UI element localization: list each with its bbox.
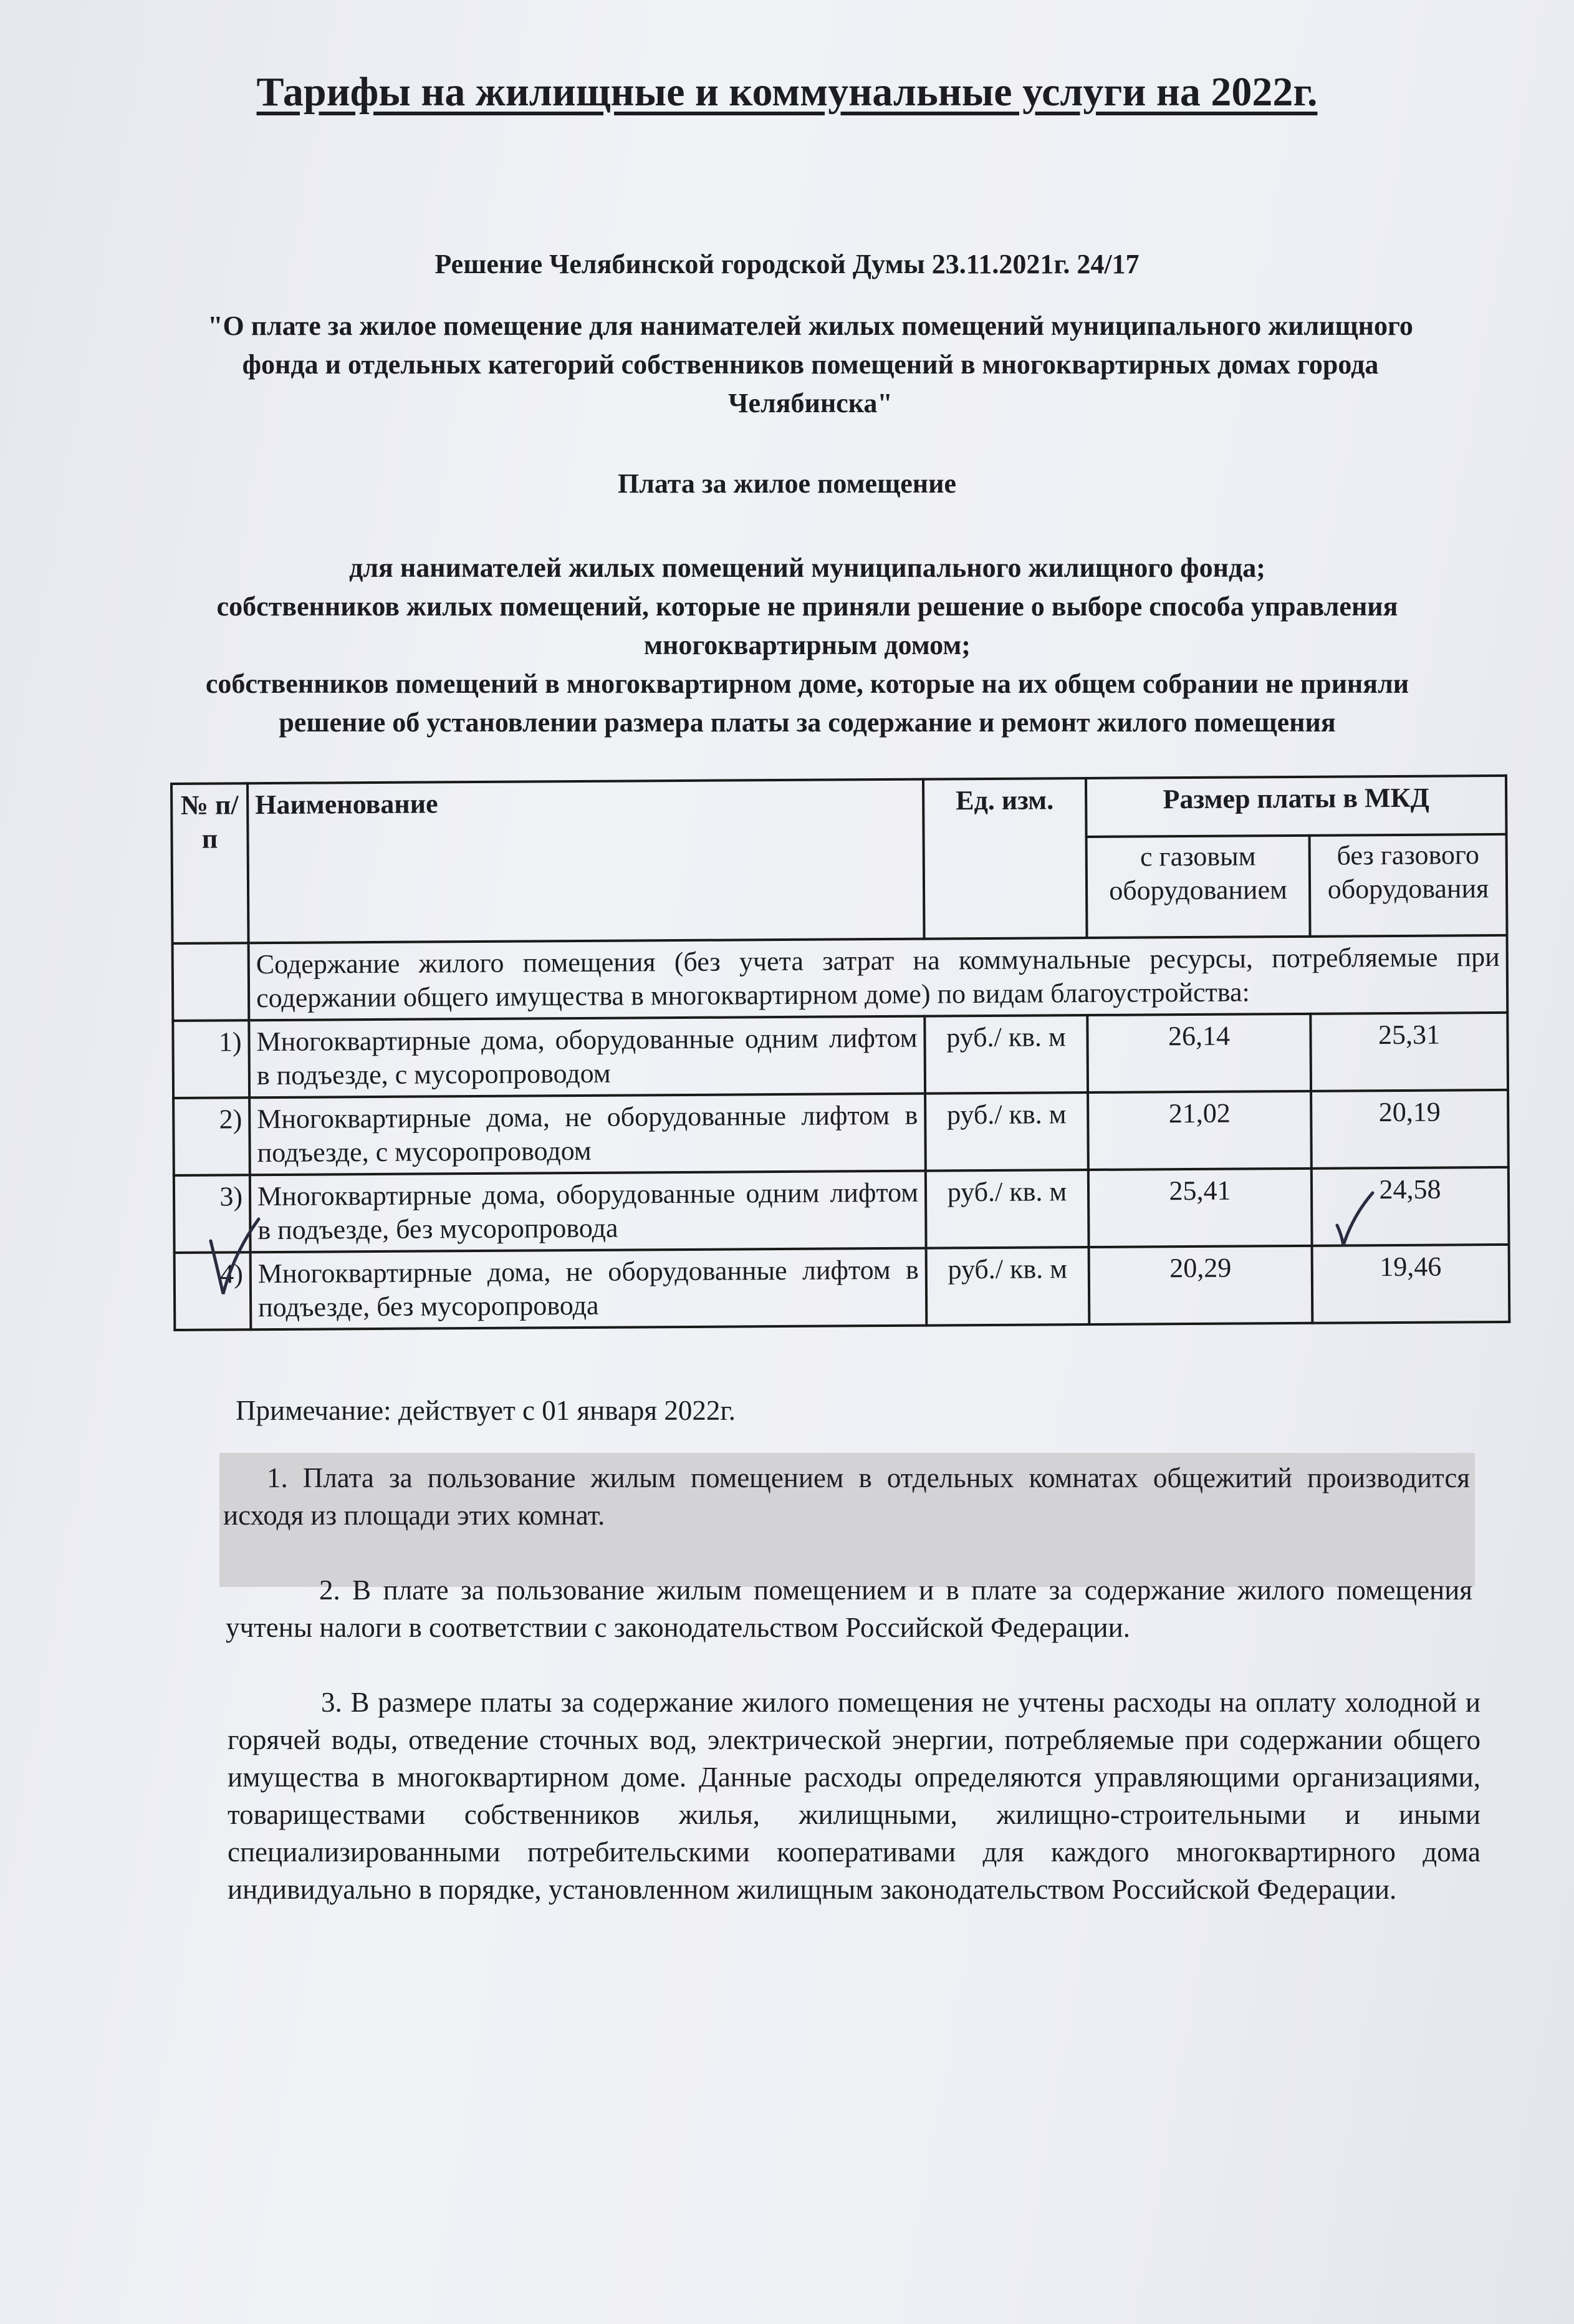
row-unit: руб./ кв. м — [924, 1015, 1088, 1094]
row-unit: руб./ кв. м — [926, 1170, 1089, 1248]
header-group: Размер платы в МКД — [1086, 776, 1507, 837]
decision-reference: Решение Челябинской городской Думы 23.11.2021г. 24/17 — [434, 249, 1140, 279]
header-name: Наименование — [247, 779, 924, 943]
row-without-gas: 19,46 — [1312, 1245, 1510, 1323]
applies-to-item: собственников жилых помещений, которые не приняли решение о выборе способа управления многоквартирным домом; — [216, 591, 1398, 660]
decision-title: "О плате за жилое помещение для нанимателей жилых помещений муниципального жилищного фонда и отдельных категорий собственников помещений в многоквартирных домах города Челябинска" — [208, 311, 1413, 418]
row-num: 4) — [175, 1252, 251, 1330]
header-without-gas: без газового оборудования — [1310, 834, 1507, 937]
table-row — [174, 1167, 1509, 1253]
paragraph-2: 2. В плате за пользование жилым помещением и в плате за содержание жилого помещения учтены налоги в соответствии с законодательством Российской Федерации. — [226, 1574, 1472, 1643]
row-unit: руб./ кв. м — [925, 1092, 1088, 1171]
document-title: Тарифы на жилищные и коммунальные услуги на 2022г. — [256, 69, 1318, 115]
handwritten-checkmark-icon — [1334, 1188, 1378, 1250]
row-name: Многоквартирные дома, оборудованные одним лифтом в подъезде, с мусоропроводом — [249, 1016, 925, 1098]
note: Примечание: действует с 01 января 2022г. — [236, 1395, 736, 1426]
row-num: 2) — [173, 1097, 250, 1175]
table-row — [175, 1245, 1510, 1330]
handwritten-checkmark-icon — [206, 1216, 262, 1297]
row-with-gas: 21,02 — [1088, 1091, 1312, 1170]
row-without-gas: 24,58 — [1312, 1167, 1509, 1246]
row-with-gas: 20,29 — [1089, 1246, 1313, 1324]
header-unit: Ед. изм. — [923, 778, 1087, 939]
row-num: 3) — [174, 1175, 251, 1253]
section-row-num — [173, 943, 249, 1021]
table-row — [173, 1090, 1509, 1175]
row-name: Многоквартирные дома, не оборудованные лифтом в подъезде, с мусоропроводом — [249, 1094, 926, 1175]
row-unit: руб./ кв. м — [926, 1247, 1090, 1326]
tariff-table — [170, 774, 1510, 1331]
row-with-gas: 26,14 — [1087, 1014, 1311, 1092]
applies-to-item: собственников помещений в многоквартирном доме, которые на их общем собрании не приняли решение об установлении размера платы за содержание и ремонт жилого помещения — [205, 668, 1409, 738]
row-name: Многоквартирные дома, не оборудованные лифтом в подъезде, без мусоропровода — [251, 1248, 927, 1330]
applies-to — [187, 549, 1428, 742]
row-with-gas: 25,41 — [1088, 1169, 1312, 1247]
header-num: № п/п — [171, 783, 249, 943]
paragraph-1: 1. Плата за пользование жилым помещением в отдельных комнатах общежитий производится исходя из площади этих комнат. — [223, 1462, 1470, 1531]
applies-to-item: для нанимателей жилых помещений муниципального жилищного фонда; — [349, 552, 1265, 583]
section-title: Плата за жилое помещение — [618, 468, 956, 499]
paragraph-3: 3. В размере платы за содержание жилого помещения не учтены расходы на оплату холодной и горячей воды, отведение сточных вод, электрической энергии, потребляемые при содержании общего имущества в многоквартирном доме. Данные расходы определяются управляющими организациями, товариществами собственников жилья, жилищными, жилищно-строительными и иными специализированными потребительскими кооперативами для каждого многоквартирного дома индивидуально в порядке, установленном жилищным законодательством Российской Федерации. — [228, 1687, 1480, 1905]
row-name: Многоквартирные дома, оборудованные одним лифтом в подъезде, без мусоропровода — [250, 1171, 926, 1253]
row-without-gas: 20,19 — [1311, 1090, 1509, 1169]
section-row: Содержание жилого помещения (без учета затрат на коммунальные ресурсы, потребляемые при содержании общего имущества в многоквартирном доме) по видам благоустройства: — [249, 935, 1508, 1020]
header-with-gas: с газовым оборудованием — [1087, 836, 1310, 938]
row-without-gas: 25,31 — [1310, 1013, 1508, 1091]
row-num: 1) — [173, 1020, 249, 1098]
table-row — [173, 1013, 1508, 1098]
